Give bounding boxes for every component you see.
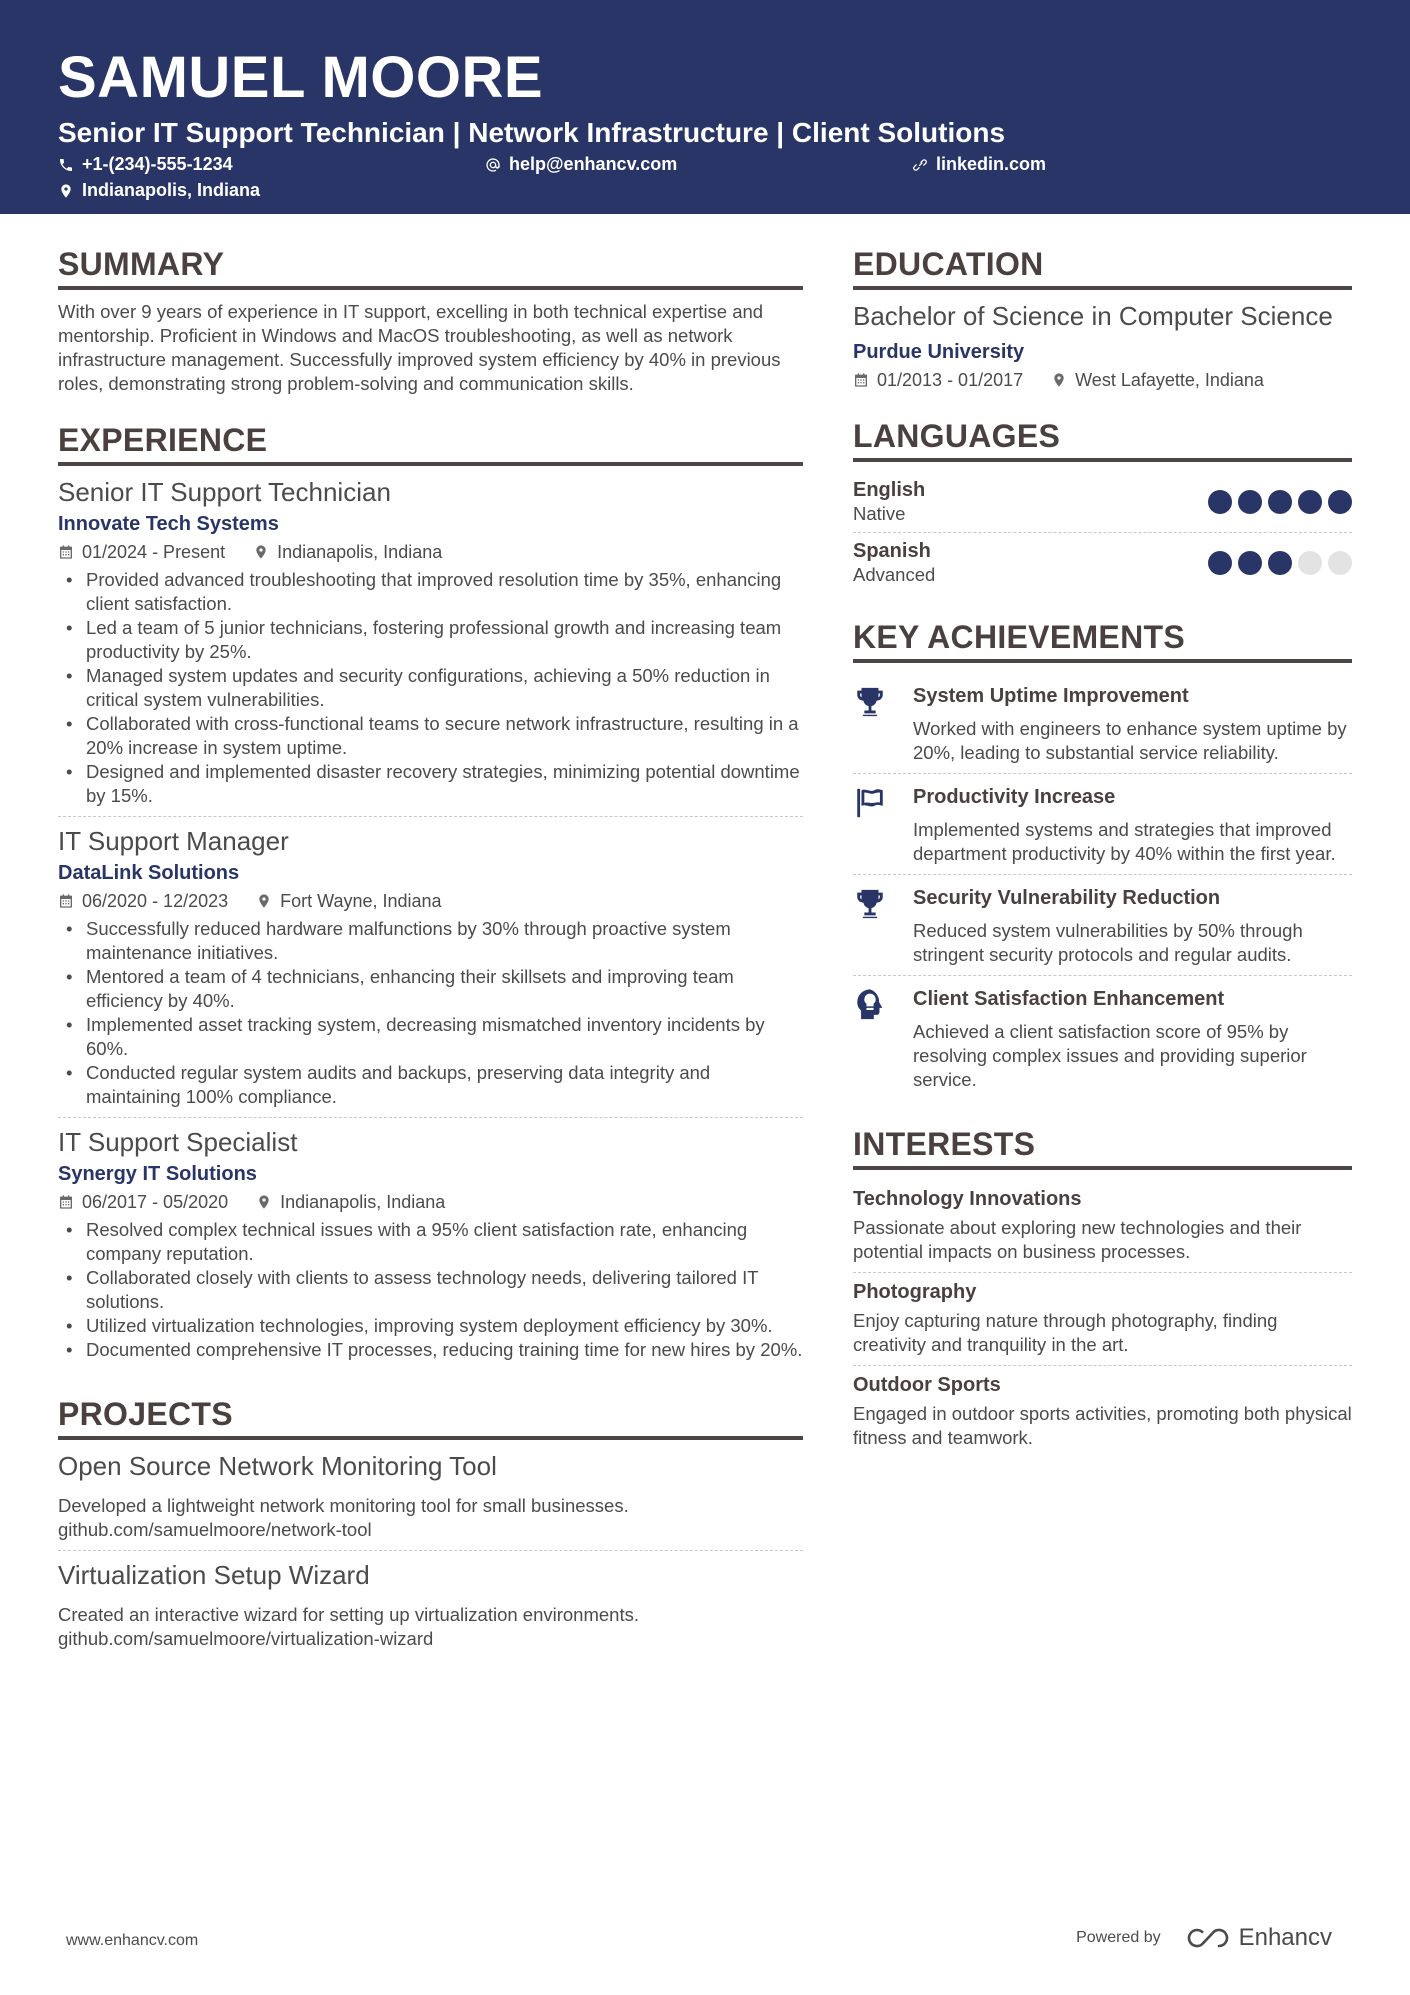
rating-dot-filled: [1268, 551, 1292, 575]
project-link[interactable]: github.com/samuelmoore/virtualization-wizard: [58, 1628, 434, 1649]
resume-header: [0, 0, 1410, 214]
achievement-description: Implemented systems and strategies that improved department productivity by 40% within the first year.: [913, 819, 1336, 864]
footer-branding: [1076, 1924, 1332, 1952]
education-meta: [853, 368, 1352, 392]
achievements-heading: KEY ACHIEVEMENTS: [853, 619, 1352, 663]
rating-dot-empty: [1328, 551, 1352, 575]
interest-title: Photography: [853, 1281, 977, 1303]
left-column: [58, 246, 803, 1685]
trophy-icon: [853, 685, 887, 719]
summary-heading: SUMMARY: [58, 246, 803, 290]
job-location: Indianapolis, Indiana: [256, 1190, 445, 1214]
bullet-item: • Documented comprehensive IT processes, reducing training time for new hires by 20%.: [58, 1338, 803, 1362]
achievement-item: [853, 773, 1352, 874]
job-entry: [58, 1117, 803, 1370]
summary-section: [58, 246, 803, 396]
job-dates: 06/2020 - 12/2023: [58, 889, 228, 913]
location-pin-icon: [1051, 372, 1067, 388]
project-entry: [58, 1450, 803, 1550]
language-rating: [1208, 551, 1352, 575]
language-level: Advanced: [853, 564, 936, 585]
contact-email[interactable]: [485, 154, 677, 175]
education-heading: EDUCATION: [853, 246, 1352, 290]
company-name: Synergy IT Solutions: [58, 1163, 257, 1185]
bullet-item: • Conducted regular system audits and backups, preserving data integrity and maintaining 100% compliance.: [58, 1061, 803, 1109]
bullet-item: • Led a team of 5 junior technicians, fostering professional growth and increasing team productivity by 25%.: [58, 616, 803, 664]
contact-phone: [58, 154, 233, 175]
rating-dot-filled: [1298, 490, 1322, 514]
project-link[interactable]: github.com/samuelmoore/network-tool: [58, 1519, 372, 1540]
experience-section: [58, 422, 803, 1370]
bullet-item: • Implemented asset tracking system, decreasing mismatched inventory incidents by 60%.: [58, 1013, 803, 1061]
job-title: IT Support Manager: [58, 826, 289, 856]
phone-text: +1-(234)-555-1234: [82, 154, 233, 174]
education-dates: 01/2013 - 01/2017: [853, 368, 1023, 392]
achievement-title: Productivity Increase: [913, 786, 1116, 808]
job-entry: [58, 476, 803, 816]
rating-dot-filled: [1238, 490, 1262, 514]
job-location: Fort Wayne, Indiana: [256, 889, 441, 913]
job-title: IT Support Specialist: [58, 1127, 298, 1157]
achievement-title: Client Satisfaction Enhancement: [913, 988, 1225, 1010]
language-level: Native: [853, 503, 906, 524]
bullet-item: • Utilized virtualization technologies, improving system deployment efficiency by 30%.: [58, 1314, 803, 1338]
interest-title: Technology Innovations: [853, 1188, 1082, 1210]
location-pin-icon: [256, 893, 272, 909]
contact-linkedin[interactable]: [912, 154, 1046, 175]
job-title: Senior IT Support Technician: [58, 477, 391, 507]
rating-dot-filled: [1268, 490, 1292, 514]
brand-name: Enhancv: [1238, 1924, 1332, 1951]
job-bullets: [58, 1218, 803, 1362]
company-name: Innovate Tech Systems: [58, 513, 279, 535]
location-pin-icon: [58, 183, 74, 199]
interests-heading: INTERESTS: [853, 1126, 1352, 1170]
job-dates: 01/2024 - Present: [58, 540, 225, 564]
language-rating: [1208, 490, 1352, 514]
flag-icon: [853, 786, 887, 820]
phone-icon: [58, 157, 74, 173]
candidate-name: SAMUEL MOORE: [58, 45, 544, 110]
job-dates: 06/2017 - 05/2020: [58, 1190, 228, 1214]
footer-website[interactable]: www.enhancv.com: [66, 1932, 199, 1949]
achievement-description: Achieved a client satisfaction score of 95% by resolving complex issues and providing superior service.: [913, 1021, 1307, 1090]
bullet-item: • Provided advanced troubleshooting that improved resolution time by 35%, enhancing client satisfaction.: [58, 568, 803, 616]
calendar-icon: [58, 1194, 74, 1210]
bullet-item: • Successfully reduced hardware malfunctions by 30% through proactive system maintenance initiatives.: [58, 917, 803, 965]
contact-info: [58, 154, 1352, 214]
school-name: Purdue University: [853, 341, 1025, 363]
interest-item: [853, 1180, 1352, 1272]
interest-description: Passionate about exploring new technologies and their potential impacts on business processes.: [853, 1217, 1302, 1262]
language-item: [853, 472, 1352, 532]
experience-heading: EXPERIENCE: [58, 422, 803, 466]
project-title: Open Source Network Monitoring Tool: [58, 1451, 497, 1481]
contact-location: [58, 180, 260, 201]
calendar-icon: [58, 893, 74, 909]
project-description: Created an interactive wizard for setting up virtualization environments.: [58, 1604, 639, 1625]
candidate-headline: Senior IT Support Technician | Network Infrastructure | Client Solutions: [58, 117, 1006, 148]
interest-title: Outdoor Sports: [853, 1374, 1001, 1396]
job-meta: [58, 889, 803, 913]
interest-description: Enjoy capturing nature through photography, finding creativity and tranquility in the art.: [853, 1310, 1278, 1355]
project-description: Developed a lightweight network monitoring tool for small businesses.: [58, 1495, 629, 1516]
achievement-title: Security Vulnerability Reduction: [913, 887, 1221, 909]
calendar-icon: [853, 372, 869, 388]
company-name: DataLink Solutions: [58, 862, 240, 884]
job-meta: [58, 1190, 803, 1214]
rating-dot-filled: [1328, 490, 1352, 514]
at-icon: [485, 157, 501, 173]
summary-text: With over 9 years of experience in IT support, excelling in both technical expertise and mentorship. Proficient in Windows and MacOS troubleshooting, as well as network infrastructure management. Successfully improved system efficiency by 40% in previous roles, demonstrating strong problem-solving and communication skills.: [58, 301, 781, 394]
projects-heading: PROJECTS: [58, 1396, 803, 1440]
email-text: help@enhancv.com: [509, 154, 678, 174]
location-pin-icon: [253, 544, 269, 560]
rating-dot-filled: [1238, 551, 1262, 575]
interests-section: [853, 1126, 1352, 1458]
achievements-section: [853, 619, 1352, 1100]
right-column: [853, 246, 1352, 1484]
bullet-item: • Collaborated closely with clients to assess technology needs, delivering tailored IT solutions.: [58, 1266, 803, 1314]
bullet-item: • Mentored a team of 4 technicians, enhancing their skillsets and improving team efficiency by 40%.: [58, 965, 803, 1013]
head-lightbulb-icon: [853, 988, 887, 1022]
achievement-item: [853, 874, 1352, 975]
brand-logo[interactable]: [1185, 1924, 1332, 1952]
job-entry: [58, 816, 803, 1117]
calendar-icon: [58, 544, 74, 560]
language-item: [853, 532, 1352, 593]
degree-title: Bachelor of Science in Computer Science: [853, 301, 1333, 331]
trophy-icon: [853, 887, 887, 921]
job-location: Indianapolis, Indiana: [253, 540, 442, 564]
rating-dot-filled: [1208, 551, 1232, 575]
interest-description: Engaged in outdoor sports activities, promoting both physical fitness and teamwork.: [853, 1403, 1352, 1448]
interest-item: [853, 1365, 1352, 1458]
bullet-item: • Collaborated with cross-functional teams to secure network infrastructure, resulting in a 20% increase in system uptime.: [58, 712, 803, 760]
rating-dot-filled: [1208, 490, 1232, 514]
projects-section: [58, 1396, 803, 1659]
bullet-item: • Resolved complex technical issues with a 95% client satisfaction rate, enhancing company reputation.: [58, 1218, 803, 1266]
language-name: Spanish: [853, 540, 931, 562]
achievement-description: Reduced system vulnerabilities by 50% through stringent security protocols and regular audits.: [913, 920, 1303, 965]
infinity-logo-icon: [1185, 1925, 1231, 1951]
achievement-description: Worked with engineers to enhance system uptime by 20%, leading to substantial service reliability.: [913, 718, 1347, 763]
location-text: Indianapolis, Indiana: [82, 180, 261, 200]
achievement-title: System Uptime Improvement: [913, 685, 1189, 707]
location-pin-icon: [256, 1194, 272, 1210]
achievement-item: [853, 975, 1352, 1100]
job-bullets: [58, 568, 803, 808]
link-icon: [912, 157, 928, 173]
rating-dot-empty: [1298, 551, 1322, 575]
languages-heading: LANGUAGES: [853, 418, 1352, 462]
bullet-item: • Managed system updates and security configurations, achieving a 50% reduction in critical system vulnerabilities.: [58, 664, 803, 712]
interest-item: [853, 1272, 1352, 1365]
project-title: Virtualization Setup Wizard: [58, 1560, 370, 1590]
education-location: West Lafayette, Indiana: [1051, 368, 1264, 392]
languages-section: [853, 418, 1352, 593]
language-name: English: [853, 479, 926, 501]
job-bullets: [58, 917, 803, 1109]
achievement-item: [853, 673, 1352, 773]
bullet-item: • Designed and implemented disaster recovery strategies, minimizing potential downtime by 15%.: [58, 760, 803, 808]
job-meta: [58, 540, 803, 564]
powered-by-label: Powered by: [1076, 1929, 1161, 1946]
education-section: [853, 246, 1352, 392]
linkedin-text: linkedin.com: [936, 154, 1047, 174]
project-entry: [58, 1550, 803, 1659]
